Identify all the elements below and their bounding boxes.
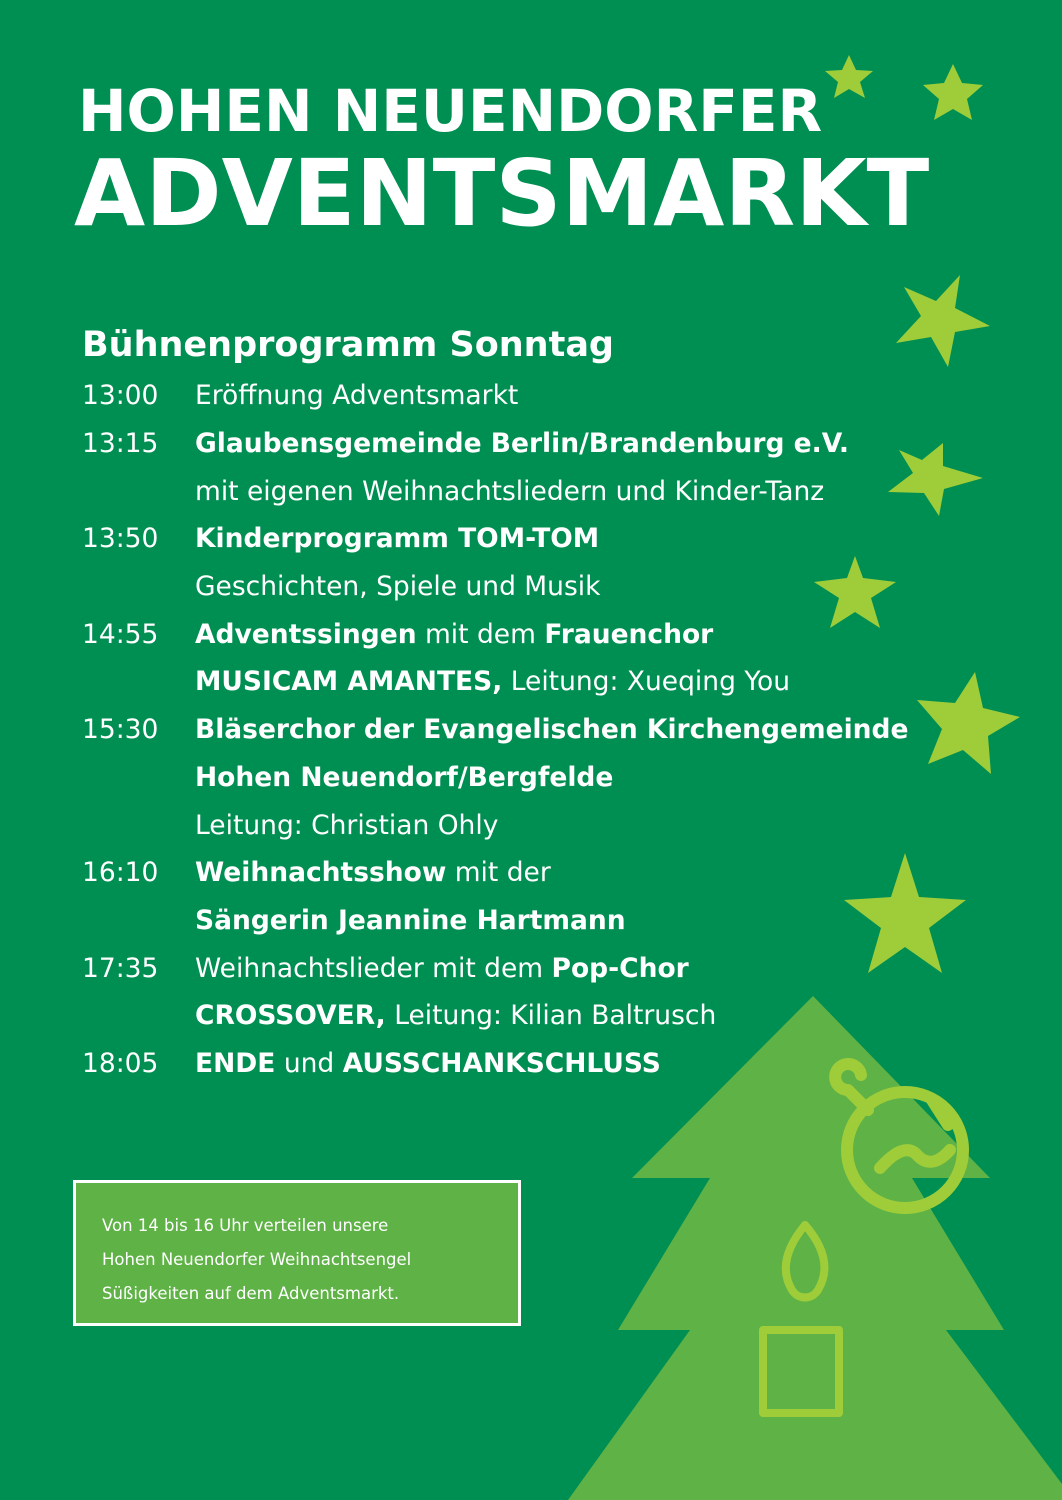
- schedule-row: [82, 563, 942, 611]
- schedule-text-bold: MUSICAM AMANTES,: [195, 666, 503, 698]
- schedule-text-regular: und: [275, 1047, 343, 1079]
- schedule-row: [82, 420, 942, 468]
- title-line-1: HOHEN NEUENDORFER: [78, 77, 823, 145]
- schedule-text-bold: Kinderprogramm TOM-TOM: [195, 523, 600, 555]
- schedule-text: [195, 380, 942, 411]
- program-heading: Bühnenprogramm Sonntag: [82, 325, 614, 365]
- schedule-text: [195, 571, 942, 602]
- schedule-text-bold: Hohen Neuendorf/Bergfelde: [195, 761, 614, 793]
- schedule-text-bold: Weihnachtsshow: [195, 857, 447, 889]
- schedule-text-regular: Geschichten, Spiele und Musik: [195, 571, 601, 603]
- info-box: [73, 1180, 521, 1326]
- schedule-time: 13:00: [82, 380, 159, 412]
- schedule-text-bold: Pop-Chor: [551, 952, 689, 984]
- schedule-row: [82, 515, 942, 563]
- schedule-time: 13:15: [82, 428, 159, 460]
- title-line-2: ADVENTSMARKT: [74, 140, 930, 247]
- schedule-text-bold: Glaubensgemeinde Berlin/Brandenburg e.V.: [195, 428, 849, 460]
- schedule-time: 17:35: [82, 952, 159, 984]
- schedule-row: [82, 658, 942, 706]
- schedule-text: [195, 857, 942, 888]
- schedule-time: 13:50: [82, 523, 159, 555]
- schedule-text: [195, 1048, 942, 1079]
- schedule-time: 14:55: [82, 618, 159, 650]
- star-icon: [923, 64, 983, 120]
- schedule-text-bold: Adventssingen: [195, 618, 417, 650]
- schedule-text: [195, 714, 942, 745]
- schedule-list: [82, 372, 942, 1087]
- schedule-text: [195, 476, 942, 507]
- info-line: Von 14 bis 16 Uhr verteilen unsere: [102, 1216, 389, 1235]
- schedule-text-bold: Bläserchor der Evangelischen Kirchengemeinde: [195, 714, 909, 746]
- schedule-text-bold: Sängerin Jeannine Hartmann: [195, 904, 626, 936]
- schedule-text: [195, 666, 942, 697]
- info-line: Hohen Neuendorfer Weihnachtsengel: [102, 1250, 412, 1269]
- star-icon: [896, 275, 990, 367]
- schedule-text-regular: mit der: [446, 857, 551, 889]
- schedule-text: [195, 762, 942, 793]
- schedule-row: [82, 467, 942, 515]
- schedule-text-regular: Leitung: Christian Ohly: [195, 809, 499, 841]
- info-line: Süßigkeiten auf dem Adventsmarkt.: [102, 1284, 400, 1303]
- star-icon: [825, 55, 873, 98]
- schedule-text: [195, 905, 942, 936]
- schedule-time: 15:30: [82, 714, 159, 746]
- schedule-row: [82, 992, 942, 1040]
- schedule-time: 16:10: [82, 857, 159, 889]
- schedule-row: [82, 706, 942, 754]
- schedule-text-bold: AUSSCHANKSCHLUSS: [342, 1047, 661, 1079]
- schedule-time: 18:05: [82, 1047, 159, 1079]
- schedule-text: [195, 810, 942, 841]
- schedule-row: [82, 610, 942, 658]
- schedule-text-regular: Leitung: Kilian Baltrusch: [385, 1000, 717, 1032]
- schedule-row: [82, 849, 942, 897]
- schedule-row: [82, 897, 942, 945]
- schedule-row: [82, 372, 942, 420]
- schedule-text: [195, 1000, 942, 1031]
- schedule-text: [195, 953, 942, 984]
- schedule-text-bold: Frauenchor: [544, 618, 714, 650]
- schedule-row: [82, 801, 942, 849]
- schedule-text: [195, 428, 942, 459]
- schedule-row: [82, 944, 942, 992]
- schedule-text-bold: ENDE: [195, 1047, 276, 1079]
- schedule-text-regular: Weihnachtslieder mit dem: [195, 952, 552, 984]
- schedule-text-bold: CROSSOVER,: [195, 1000, 386, 1032]
- schedule-text-regular: mit eigenen Weihnachtsliedern und Kinder-Tanz: [195, 475, 825, 507]
- schedule-text-regular: Leitung: Xueqing You: [502, 666, 790, 698]
- schedule-text-regular: mit dem: [416, 618, 545, 650]
- schedule-text: [195, 523, 942, 554]
- schedule-text-regular: Eröffnung Adventsmarkt: [195, 380, 519, 412]
- schedule-row: [82, 1040, 942, 1088]
- schedule-row: [82, 754, 942, 802]
- schedule-text: [195, 619, 942, 650]
